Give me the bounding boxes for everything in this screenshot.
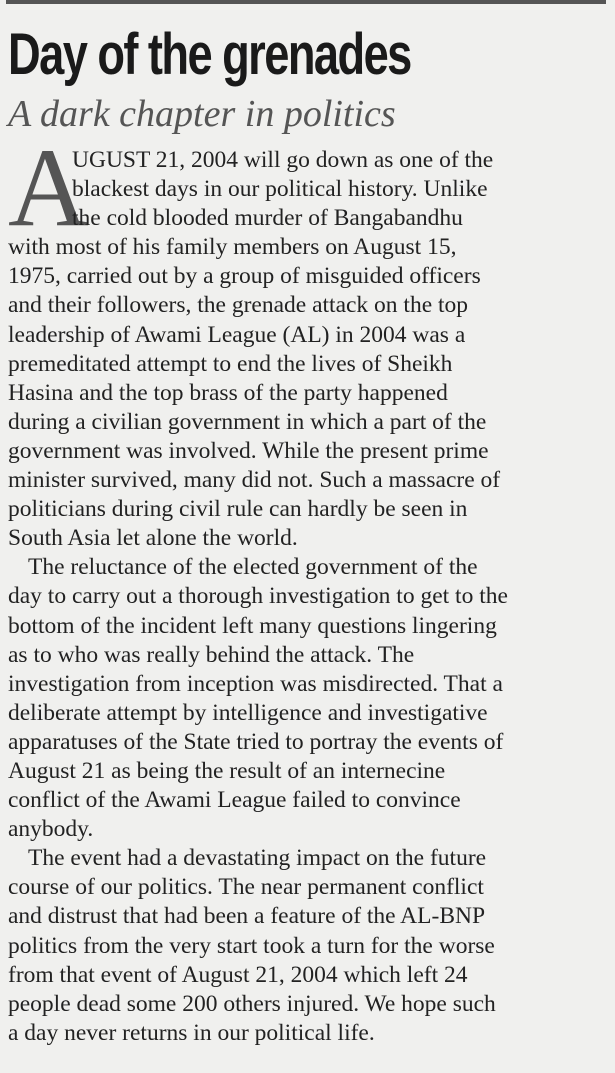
drop-cap: A — [8, 126, 89, 250]
text-line: deliberate attempt by intelligence and investigative — [8, 699, 488, 726]
headline: Day of the grenades — [8, 22, 411, 87]
text-line: The event had a devastating impact on the future — [28, 845, 487, 872]
text-line: apparatuses of the State tried to portray the events of — [8, 728, 504, 755]
text-line: with most of his family members on August 15, — [8, 234, 457, 261]
text-line: and distrust that had been a feature of the AL-BNP — [8, 903, 486, 930]
top-rule — [6, 0, 606, 4]
text-line: blackest days in our political history. Unlike — [72, 176, 488, 203]
paragraph — [8, 844, 613, 1048]
text-line: premeditated attempt to end the lives of Sheikh — [8, 350, 453, 377]
text-line: Hasina and the top brass of the party happened — [8, 379, 448, 406]
text-line: August 21 as being the result of an internecine — [8, 757, 446, 784]
text-line: leadership of Awami League (AL) in 2004 was a — [8, 321, 466, 348]
subheadline: A dark chapter in politics — [8, 93, 396, 135]
text-line: as to who was really behind the attack. The — [8, 641, 415, 668]
text-line: from that event of August 21, 2004 which left 24 — [8, 961, 468, 988]
text-line: people dead some 200 others injured. We hope such — [8, 990, 496, 1017]
text-line: the cold blooded murder of Bangabandhu — [72, 205, 463, 232]
text-line: conflict of the Awami League failed to convince — [8, 787, 461, 814]
text-line: South Asia let alone the world. — [8, 525, 298, 552]
text-line: UGUST 21, 2004 will go down as one of the — [72, 147, 494, 173]
text-line: day to carry out a thorough investigation to get to the — [8, 583, 508, 610]
paragraph — [8, 146, 613, 553]
text-line: during a civilian government in which a part of the — [8, 408, 487, 435]
text-line: and their followers, the grenade attack on the top — [8, 292, 469, 319]
text-line: a day never returns in our political life. — [8, 1019, 375, 1046]
text-line: politics from the very start took a turn for the worse — [8, 932, 495, 959]
text-line: bottom of the incident left many questions lingering — [8, 612, 497, 639]
text-line: anybody. — [8, 816, 94, 843]
text-line: 1975, carried out by a group of misguided officers — [8, 263, 481, 290]
article-body — [8, 146, 613, 1048]
paragraph — [8, 553, 613, 844]
text-line: minister survived, many did not. Such a massacre of — [8, 467, 501, 494]
text-line: The reluctance of the elected government of the — [28, 554, 478, 581]
text-line: government was involved. While the present prime — [8, 437, 489, 464]
text-line: course of our politics. The near permanent conflict — [8, 874, 484, 901]
text-line: politicians during civil rule can hardly be seen in — [8, 496, 468, 523]
text-line: investigation from inception was misdirected. That a — [8, 670, 503, 697]
